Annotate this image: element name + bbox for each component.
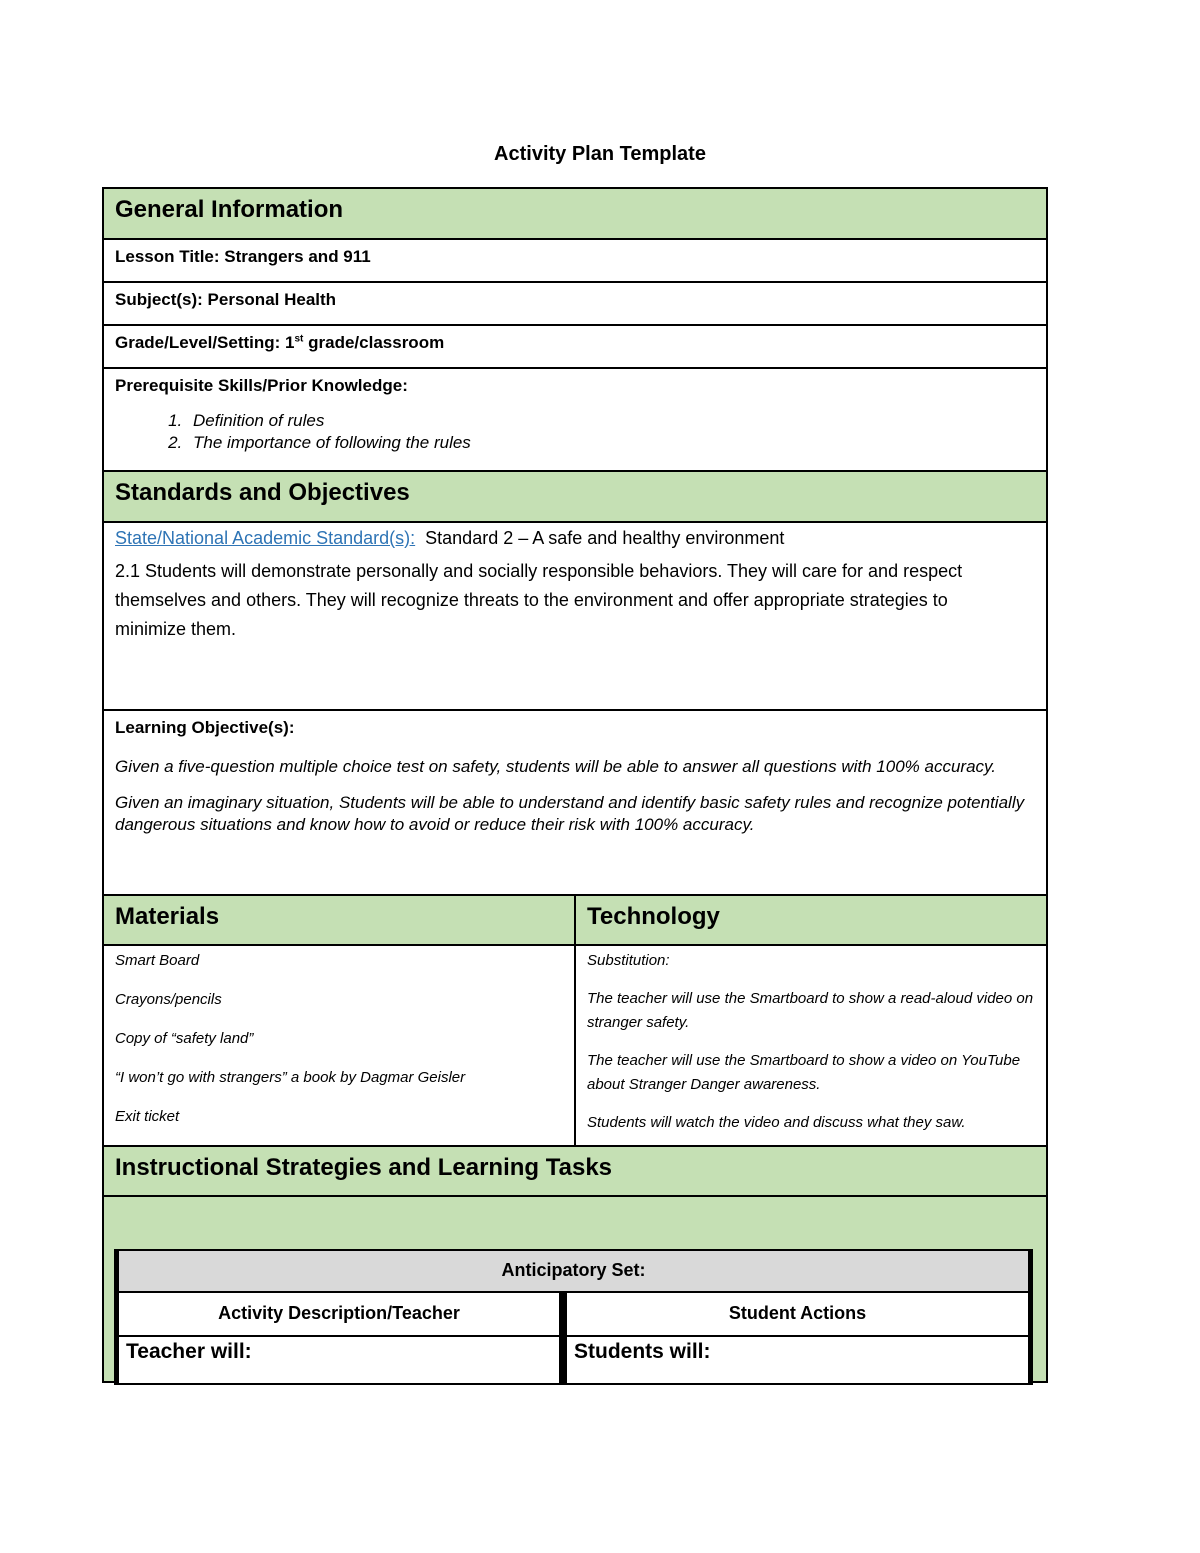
anticipatory-set-table <box>114 1249 1033 1385</box>
lesson-title-row <box>104 240 1046 283</box>
materials-cell <box>104 946 576 1145</box>
grade-level-setting <box>104 326 1046 353</box>
standards-objectives-header <box>104 472 1046 523</box>
subjects-row <box>104 283 1046 326</box>
grade-row <box>104 326 1046 369</box>
general-information-header <box>104 189 1046 240</box>
prerequisite-list <box>104 410 1046 454</box>
grade-prefix: Grade/Level/Setting: 1 <box>115 333 295 352</box>
objectives-label: Learning Objective(s): <box>115 718 295 737</box>
standards-objectives-heading: Standards and Objectives <box>115 479 410 506</box>
list-item: 2. The importance of following the rules <box>187 432 1046 454</box>
teacher-will-cell[interactable]: Teacher will: <box>126 1340 252 1363</box>
list-item: 1. Definition of rules <box>187 410 1046 432</box>
objectives-row <box>104 711 1046 896</box>
materials-item: Exit ticket <box>115 1108 180 1125</box>
objective-1: Given a five-question multiple choice test on safety, students will be able to answer all questions with 100% accuracy. <box>115 757 996 776</box>
students-will-cell[interactable]: Students will: <box>574 1340 711 1363</box>
subjects: Subject(s): Personal Health <box>115 290 337 309</box>
prerequisite-row <box>104 369 1046 472</box>
standard-body: 2.1 Students will demonstrate personally and socially responsible behaviors. They will care for and respect themselves and others. They will recognize threats to the environment and offer appropriate strategies to minimize them. <box>115 561 963 639</box>
document-title: Activity Plan Template <box>494 143 706 165</box>
materials-item: Smart Board <box>115 952 200 969</box>
grade-superscript: st <box>294 333 304 345</box>
standards-link[interactable]: State/National Academic Standard(s): <box>115 528 416 548</box>
technology-item: The teacher will use the Smartboard to show a read-aloud video on stranger safety. <box>587 990 1034 1031</box>
technology-item: The teacher will use the Smartboard to show a video on YouTube about Stranger Danger awareness. <box>587 1052 1021 1093</box>
instructional-strategies-header <box>104 1147 1046 1197</box>
materials-item: Copy of “safety land” <box>115 1030 254 1047</box>
materials-technology-header <box>104 896 1046 946</box>
anticipatory-set-heading: Anticipatory Set: <box>119 1251 1028 1293</box>
standards-row <box>104 523 1046 711</box>
technology-cell <box>576 946 1046 1145</box>
grade-suffix: grade/classroom <box>303 333 445 352</box>
prerequisite-label: Prerequisite Skills/Prior Knowledge: <box>115 376 408 395</box>
standard-line <box>104 523 1046 549</box>
materials-item: Crayons/pencils <box>115 991 222 1008</box>
lesson-title: Lesson Title: Strangers and 911 <box>115 247 371 266</box>
technology-header-cell <box>576 896 1046 944</box>
technology-heading: Technology <box>587 903 720 930</box>
technology-item: Students will watch the video and discuss what they saw. <box>587 1114 966 1131</box>
standard-text: Standard 2 – A safe and healthy environment <box>425 528 785 548</box>
student-actions-header: Student Actions <box>567 1293 1028 1337</box>
activity-plan-table <box>102 187 1048 1383</box>
materials-technology-row <box>104 946 1046 1147</box>
activity-description-header: Activity Description/Teacher <box>119 1293 559 1337</box>
materials-header-cell <box>104 896 576 944</box>
materials-item: “I won’t go with strangers” a book by Dagmar Geisler <box>115 1069 466 1086</box>
column-divider <box>559 1293 567 1383</box>
materials-heading: Materials <box>115 903 220 930</box>
instructional-strategies-heading: Instructional Strategies and Learning Tasks <box>115 1154 613 1181</box>
objective-2: Given an imaginary situation, Students will be able to understand and identify basic safety rules and recognize potentially dangerous situations and know how to avoid or reduce their risk with 100% accuracy. <box>115 793 1025 834</box>
technology-item: Substitution: <box>587 952 670 969</box>
general-information-heading: General Information <box>115 196 344 223</box>
